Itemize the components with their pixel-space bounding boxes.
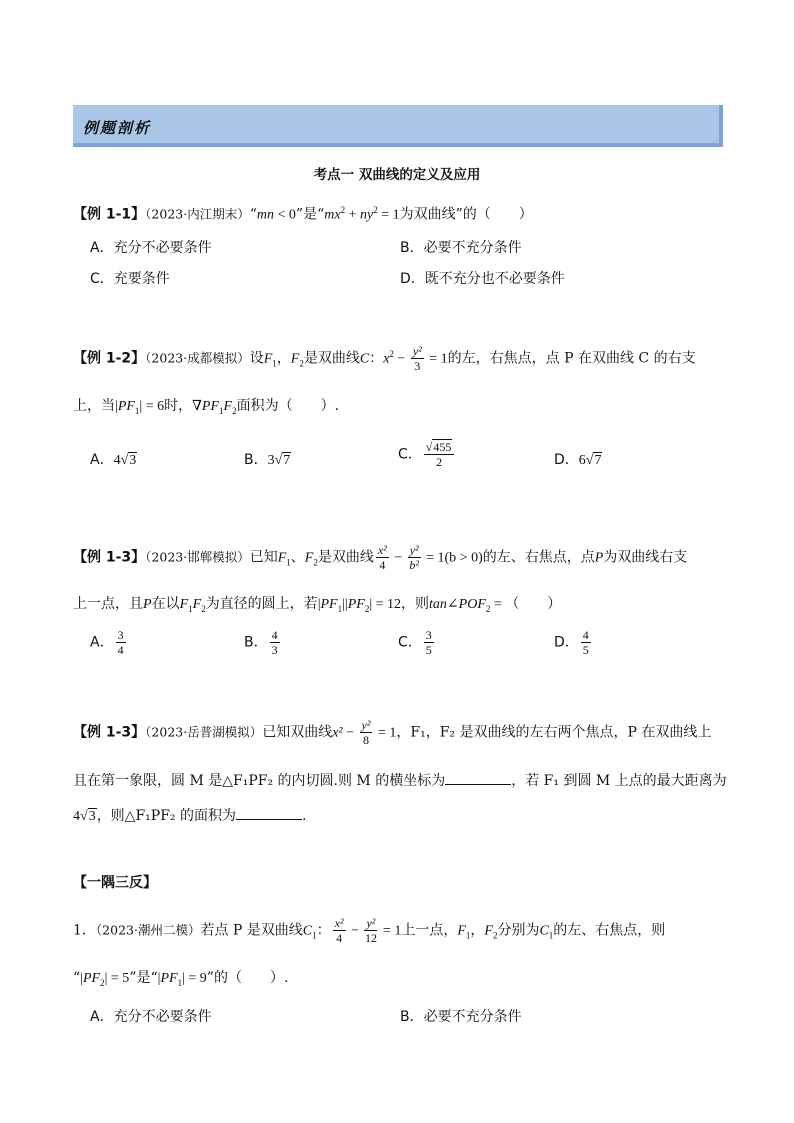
example-1-3-option-b[interactable]: B． $\frac{4}{3}$ [244,628,278,657]
example-1-2-option-b[interactable]: B．3√7 [244,452,291,468]
example-1-4-question-line2: 且在第一象限，圆 M 是△F₁PF₂ 的内切圆.则 M 的横坐标为 ，若 F₁ 到圆 M 上点的最大距离为 [73,773,727,789]
example-1-1-option-c[interactable]: C．充要条件 [90,271,170,287]
practice-1-option-b[interactable]: B．必要不充分条件 [400,1009,522,1025]
answer-blank-2[interactable] [236,807,302,820]
banner-title: 例题剖析 [83,119,152,137]
section-banner [73,105,723,147]
example-1-4-question-line1: 【例 1-3】（2023·岳普湖模拟）已知双曲线x² − $\frac{\text{y²}}{8}$ = 1，F₁，F₂ 是双曲线的左右两个焦点，P 在双曲线上 [73,718,712,747]
practice-header: 【一隅三反】 [73,875,157,891]
example-1-1-option-b[interactable]: B．必要不充分条件 [400,240,522,256]
fraction: $\frac{\text{y²}}{3}$ [412,344,422,374]
example-1-2-question-line2: 上，当$|PF_1| = 6$时，$\nabla PF_1F_2$面积为（ ）. [73,398,340,416]
answer-blank-1[interactable] [445,772,511,785]
example-1-3-option-a[interactable]: A． $\frac{3}{4}$ [90,628,124,657]
practice-1-question-line2: “$|PF_2| = 5$”是“$|PF_1| = 9$”的（ ）. [73,970,289,988]
section-title: 考点一 双曲线的定义及应用 [313,167,481,183]
example-1-2-option-a[interactable]: A．4√3 [90,452,137,468]
example-1-4-question-line3: 4√3，则△F₁PF₂ 的面积为 . [73,808,307,824]
example-1-3-option-c[interactable]: C． $\frac{3}{5}$ [398,628,432,657]
example-1-2-option-d[interactable]: D．6√7 [554,452,602,468]
example-1-3-question-line2: 上一点，且P在以$F_1F_2$为直径的圆上，若$|PF_1||PF_2| = 12$，则$\tan\angle POF_2$ = （ ） [73,596,562,614]
practice-1-question-line1: 1．（2023·潮州二模）若点 P 是双曲线$C_1$： $\frac{\text{x²}}{4}$ − $\frac{\text{y²}}{12}$ = 1上一点，$F_1$，$F_2$分别为$C_1$的左、右焦点，则 [73,916,666,945]
practice-1-option-a[interactable]: A．充分不必要条件 [90,1009,212,1025]
example-1-2-question-line1: 【例 1-2】（2023·成都模拟）设$F_1$，$F_2$是双曲线C：$x^2$ − $\frac{\text{y²}}{3}$ = 1的左，右焦点，点 P 在双曲线 C 的右支 [73,344,696,374]
example-1-1-option-d[interactable]: D．既不充分也不必要条件 [400,271,565,287]
example-1-2-option-c[interactable]: C． $\frac{√455}{2}$ [398,440,456,469]
example-1-3-option-d[interactable]: D． $\frac{4}{5}$ [554,628,589,657]
example-1-3-question-line1: 【例 1-3】（2023·邯郸模拟）已知$F_1$、$F_2$是双曲线 $\frac{\text{x²}}{4}$ − $\frac{\text{y²}}{\text{b²}}$ = 1(b > 0)的左、右焦点，点P为双曲线右支 [73,543,688,572]
example-1-1-option-a[interactable]: A．充分不必要条件 [90,240,212,256]
example-1-1-question: 【例 1-1】（2023·内江期末）“mn < 0”是“$mx^2 + ny^2 = 1$为双曲线”的（ ） [73,205,533,223]
